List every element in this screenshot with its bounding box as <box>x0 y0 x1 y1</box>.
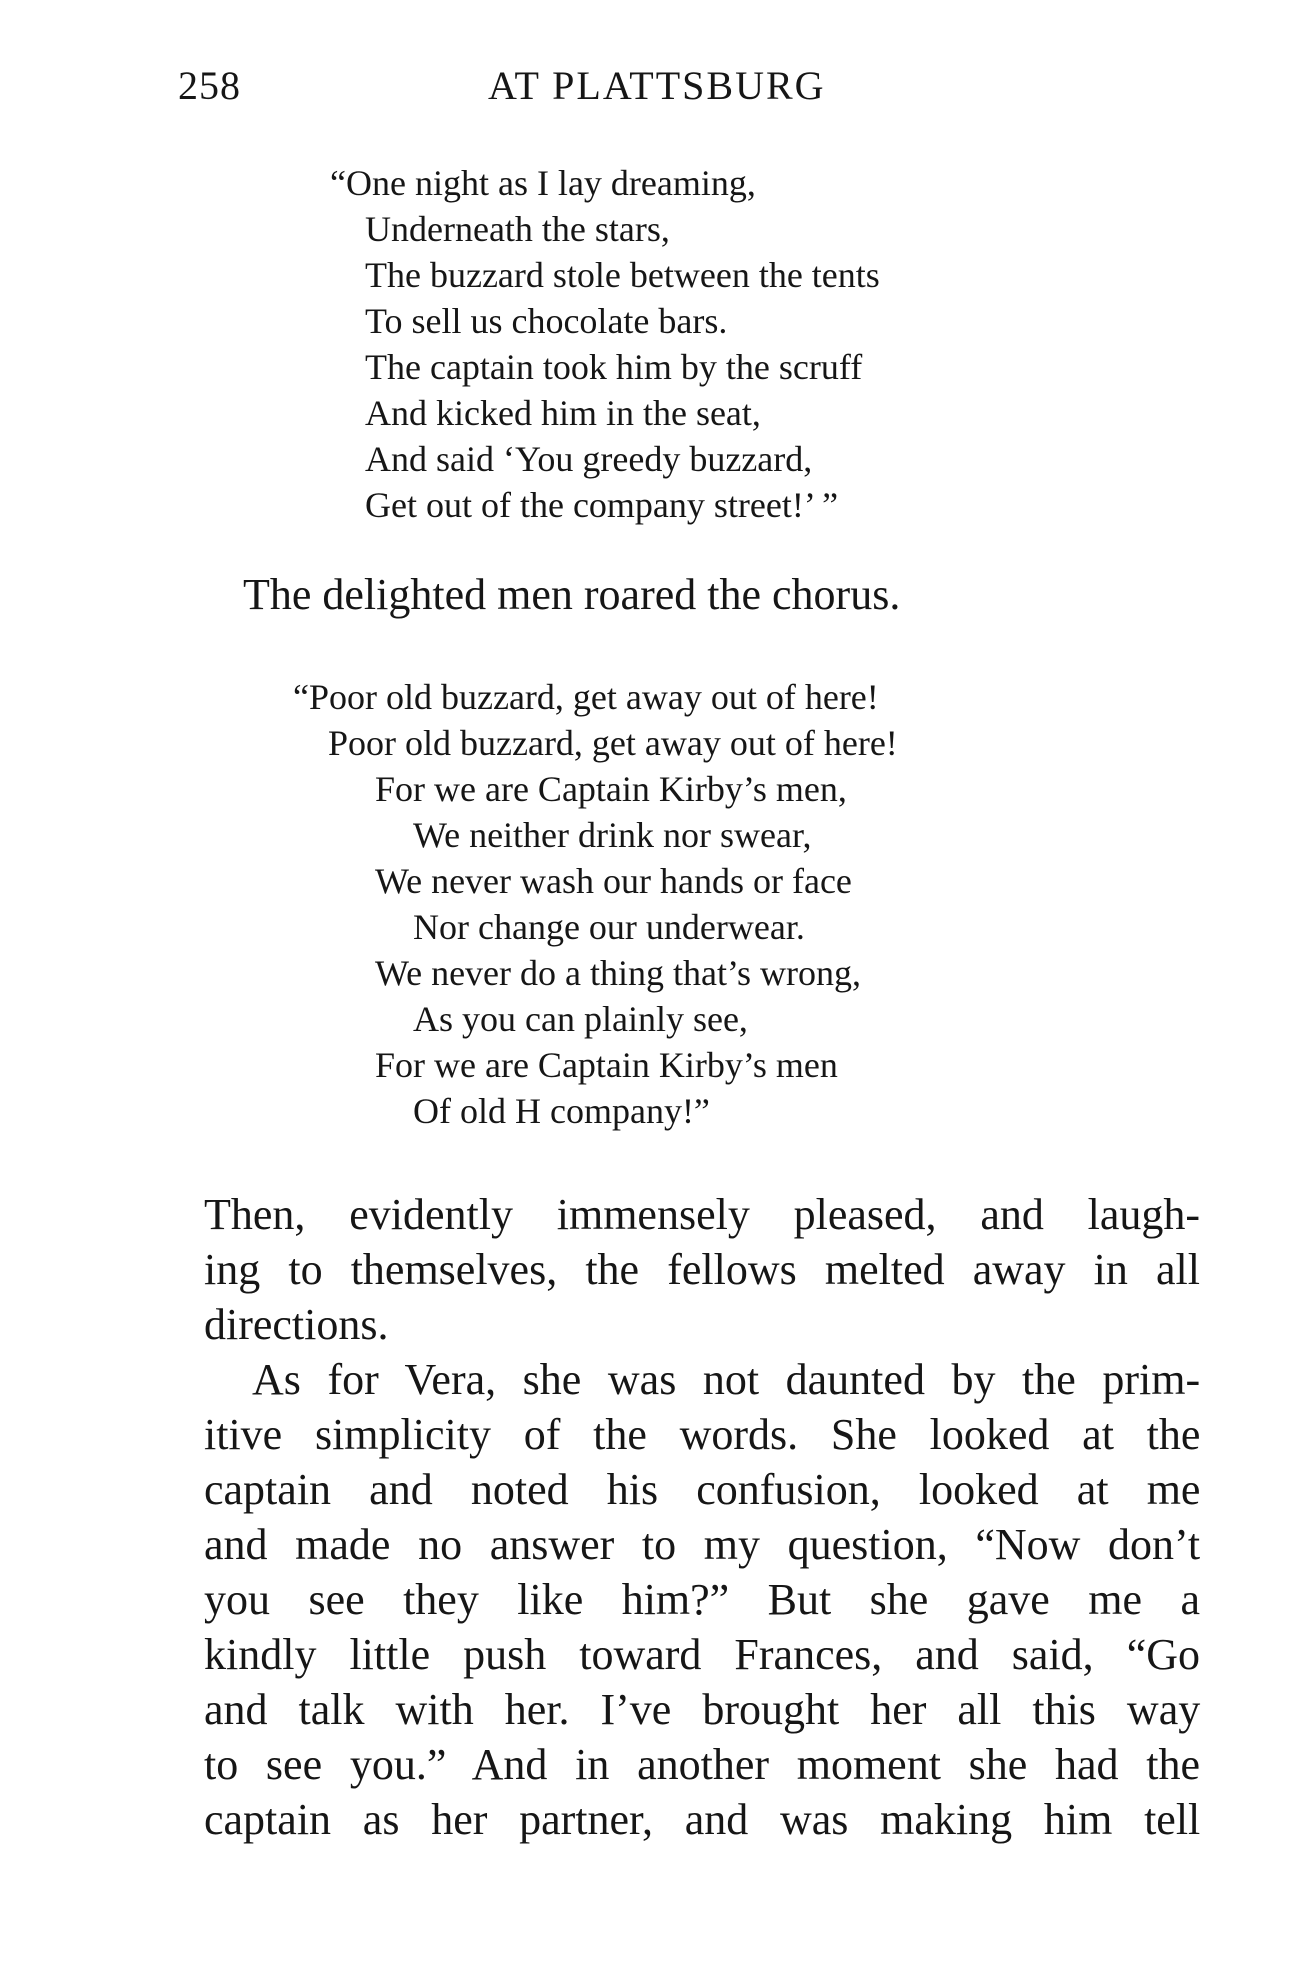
paragraph-line: you see they like him?” But she gave me a <box>204 1575 1200 1624</box>
verse-line: Underneath the stars, <box>365 209 670 249</box>
paragraph-line: and made no answer to my question, “Now don’t <box>204 1520 1201 1569</box>
verse-line: We never wash our hands or face <box>375 861 852 901</box>
verse-line: Of old H company!” <box>413 1091 710 1131</box>
paragraph-line: Then, evidently immensely pleased, and laugh- <box>204 1190 1201 1239</box>
paragraph-line: ing to themselves, the fellows melted away in all <box>204 1245 1201 1294</box>
paragraph-line: captain and noted his confusion, looked at me <box>204 1465 1201 1514</box>
verse-line: As you can plainly see, <box>413 999 748 1039</box>
verse-line: The captain took him by the scruff <box>365 347 863 387</box>
verse-line: The buzzard stole between the tents <box>365 255 880 295</box>
paragraph-line: itive simplicity of the words. She looked at the <box>204 1410 1201 1459</box>
paragraph-line: to see you.” And in another moment she had the <box>204 1740 1200 1789</box>
verse-line: Nor change our underwear. <box>413 907 805 947</box>
verse-line: For we are Captain Kirby’s men, <box>375 769 847 809</box>
verse-line: “One night as I lay dreaming, <box>330 163 756 203</box>
verse-line: We neither drink nor swear, <box>413 815 812 855</box>
verse-line: Poor old buzzard, get away out of here! <box>328 723 898 763</box>
verse-line: We never do a thing that’s wrong, <box>375 953 861 993</box>
paragraph-line: kindly little push toward Frances, and said, “Go <box>204 1630 1200 1679</box>
verse-line: “Poor old buzzard, get away out of here! <box>293 677 879 717</box>
paragraph-line: and talk with her. I’ve brought her all this way <box>204 1685 1201 1734</box>
verse-line: To sell us chocolate bars. <box>365 301 728 341</box>
verse-line: Get out of the company street!’ ” <box>365 485 839 525</box>
verse-line: And kicked him in the seat, <box>365 393 761 433</box>
paragraph-line: captain as her partner, and was making him tell <box>204 1795 1201 1844</box>
verse-stanza-buzzard <box>330 160 880 528</box>
transition-sentence: The delighted men roared the chorus. <box>243 570 901 619</box>
paragraph-fellows-melted <box>204 1187 1200 1352</box>
verse-line: For we are Captain Kirby’s men <box>375 1045 838 1085</box>
page-number: 258 <box>178 63 241 108</box>
running-head: AT PLATTSBURG <box>488 63 826 108</box>
verse-line: And said ‘You greedy buzzard, <box>365 439 813 479</box>
verse-chorus <box>293 674 898 1134</box>
paragraph-vera <box>204 1352 1200 1847</box>
paragraph-line: directions. <box>204 1300 389 1349</box>
page-header <box>0 62 1296 112</box>
paragraph-line: As for Vera, she was not daunted by the prim- <box>252 1355 1201 1404</box>
